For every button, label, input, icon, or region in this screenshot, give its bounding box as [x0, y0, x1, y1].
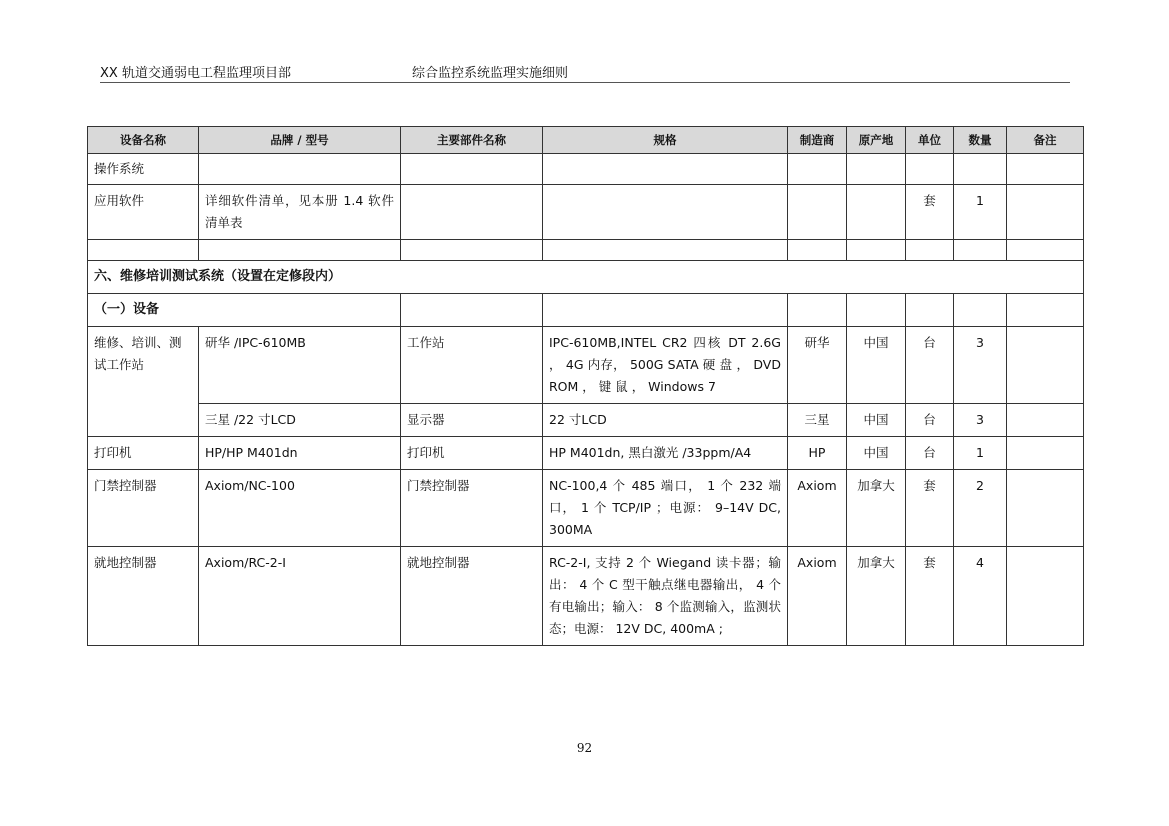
cell-name — [88, 240, 199, 261]
cell-note — [1007, 547, 1084, 646]
cell-brand: HP/HP M401dn — [199, 437, 401, 470]
cell-part: 门禁控制器 — [401, 470, 543, 547]
section-row — [88, 261, 1084, 294]
cell-unit: 套 — [906, 185, 954, 240]
cell-note — [1007, 470, 1084, 547]
cell-maker — [788, 294, 847, 327]
cell-unit — [906, 154, 954, 185]
document-title: 综合监控系统监理实施细则 — [412, 66, 569, 81]
col-header-unit: 单位 — [906, 127, 954, 154]
cell-maker: HP — [788, 437, 847, 470]
cell-unit: 套 — [906, 470, 954, 547]
cell-unit: 套 — [906, 547, 954, 646]
col-header-part: 主要部件名称 — [401, 127, 543, 154]
col-header-qty: 数量 — [954, 127, 1007, 154]
table-row — [88, 470, 1084, 547]
table-row — [88, 154, 1084, 185]
cell-part: 显示器 — [401, 404, 543, 437]
cell-spec: 22 寸LCD — [543, 404, 788, 437]
cell-qty: 1 — [954, 437, 1007, 470]
cell-maker — [788, 185, 847, 240]
table-row — [88, 240, 1084, 261]
subsection-row — [88, 294, 1084, 327]
cell-note — [1007, 154, 1084, 185]
cell-note — [1007, 294, 1084, 327]
cell-brand — [199, 154, 401, 185]
cell-unit: 台 — [906, 437, 954, 470]
cell-qty: 2 — [954, 470, 1007, 547]
cell-unit — [906, 240, 954, 261]
table-row — [88, 327, 1084, 404]
cell-spec — [543, 240, 788, 261]
col-header-maker: 制造商 — [788, 127, 847, 154]
cell-maker — [788, 240, 847, 261]
table-row — [88, 437, 1084, 470]
cell-part: 工作站 — [401, 327, 543, 404]
cell-origin: 中国 — [847, 437, 906, 470]
cell-name: 维修、培训、测试工作站 — [88, 327, 199, 437]
cell-qty: 3 — [954, 327, 1007, 404]
cell-part: 打印机 — [401, 437, 543, 470]
cell-brand: 研华 /IPC-610MB — [199, 327, 401, 404]
subsection-title: （一）设备 — [88, 294, 401, 327]
cell-spec — [543, 294, 788, 327]
section-title: 六、维修培训测试系统（设置在定修段内） — [88, 261, 1084, 294]
cell-unit: 台 — [906, 404, 954, 437]
cell-unit — [906, 294, 954, 327]
cell-maker: 研华 — [788, 327, 847, 404]
cell-spec: RC-2-I, 支持 2 个 Wiegand 读卡器；输出： 4 个 C 型干触点继电器输出， 4 个有电输出；输入： 8 个监测输入，监测状态；电源： 12V DC, 400mA ; — [543, 547, 788, 646]
cell-name: 就地控制器 — [88, 547, 199, 646]
cell-spec: HP M401dn, 黑白激光 /33ppm/A4 — [543, 437, 788, 470]
cell-maker — [788, 154, 847, 185]
cell-spec: IPC-610MB,INTEL CR2 四核 DT 2.6G ， 4G 内存， 500G SATA 硬 盘 ， DVD ROM ， 键 鼠 ， Windows 7 — [543, 327, 788, 404]
cell-origin — [847, 294, 906, 327]
cell-spec — [543, 185, 788, 240]
cell-qty: 4 — [954, 547, 1007, 646]
cell-origin — [847, 154, 906, 185]
col-header-name: 设备名称 — [88, 127, 199, 154]
cell-qty — [954, 154, 1007, 185]
project-department-title: XX 轨道交通弱电工程监理项目部 — [100, 66, 291, 81]
cell-origin: 加拿大 — [847, 470, 906, 547]
equipment-spec-table — [87, 126, 1084, 646]
cell-spec — [543, 154, 788, 185]
table-row — [88, 404, 1084, 437]
cell-brand: 三星 /22 寸LCD — [199, 404, 401, 437]
cell-part — [401, 294, 543, 327]
cell-part — [401, 240, 543, 261]
cell-maker: 三星 — [788, 404, 847, 437]
cell-brand: Axiom/NC-100 — [199, 470, 401, 547]
cell-brand — [199, 240, 401, 261]
cell-brand: 详细软件清单，见本册 1.4 软件清单表 — [199, 185, 401, 240]
cell-note — [1007, 437, 1084, 470]
cell-note — [1007, 185, 1084, 240]
cell-note — [1007, 240, 1084, 261]
cell-maker: Axiom — [788, 547, 847, 646]
cell-qty — [954, 240, 1007, 261]
cell-name: 应用软件 — [88, 185, 199, 240]
cell-origin: 加拿大 — [847, 547, 906, 646]
table-row — [88, 547, 1084, 646]
cell-name: 操作系统 — [88, 154, 199, 185]
page-header — [100, 60, 1070, 83]
cell-part: 就地控制器 — [401, 547, 543, 646]
page-number: 92 — [576, 741, 593, 755]
cell-spec: NC-100,4 个 485 端口， 1 个 232 端口， 1 个 TCP/IP ；电源： 9–14V DC, 300MA — [543, 470, 788, 547]
cell-part — [401, 154, 543, 185]
cell-name: 门禁控制器 — [88, 470, 199, 547]
cell-unit: 台 — [906, 327, 954, 404]
cell-origin: 中国 — [847, 404, 906, 437]
cell-origin: 中国 — [847, 327, 906, 404]
cell-name: 打印机 — [88, 437, 199, 470]
col-header-note: 备注 — [1007, 127, 1084, 154]
cell-maker: Axiom — [788, 470, 847, 547]
cell-qty — [954, 294, 1007, 327]
cell-origin — [847, 185, 906, 240]
col-header-spec: 规格 — [543, 127, 788, 154]
cell-note — [1007, 327, 1084, 404]
table-header-row — [88, 127, 1084, 154]
table-row — [88, 185, 1084, 240]
cell-qty: 1 — [954, 185, 1007, 240]
cell-brand: Axiom/RC-2-I — [199, 547, 401, 646]
cell-origin — [847, 240, 906, 261]
col-header-brand: 品牌 / 型号 — [199, 127, 401, 154]
cell-part — [401, 185, 543, 240]
cell-note — [1007, 404, 1084, 437]
cell-qty: 3 — [954, 404, 1007, 437]
col-header-origin: 原产地 — [847, 127, 906, 154]
